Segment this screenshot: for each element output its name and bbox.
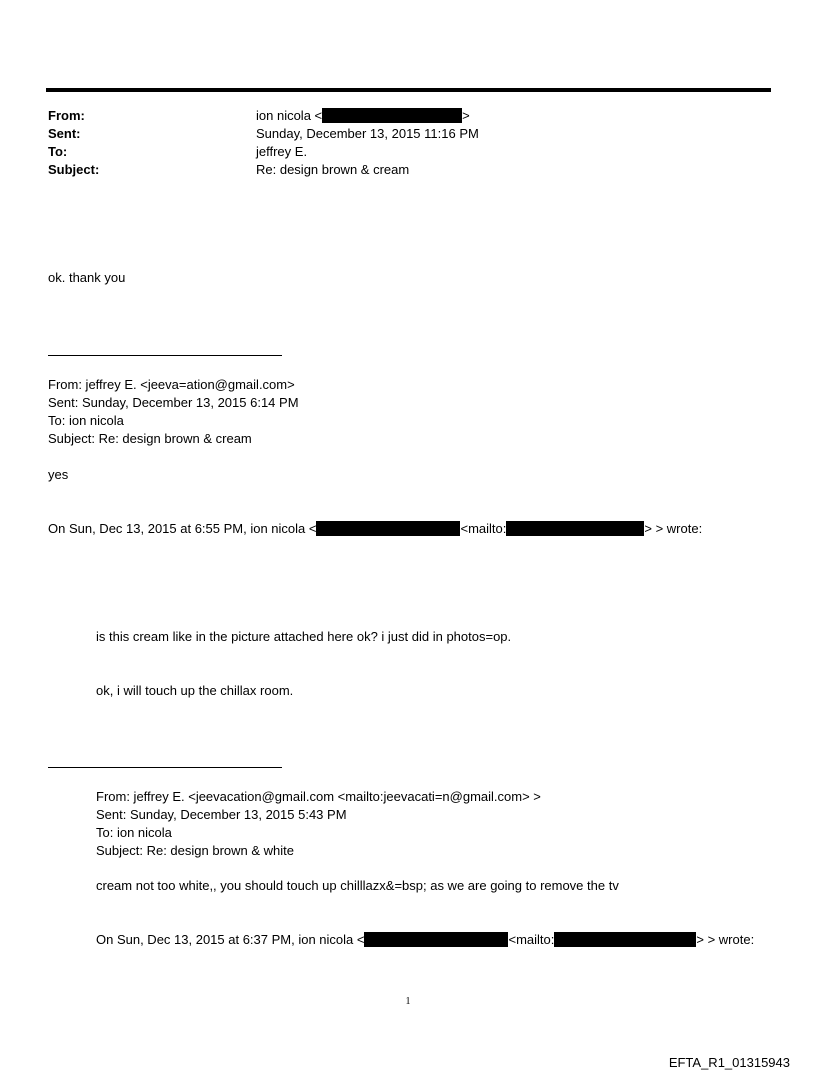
bates-number: EFTA_R1_01315943 [668,1055,790,1070]
quote-separator [48,355,282,356]
quote2-line2: ok, i will touch up the chillax room. [96,683,294,698]
quote3-sent: Sent: Sunday, December 13, 2015 5:43 PM [96,807,347,822]
subject-value: Re: design brown & cream [256,162,410,177]
quote2-line1: is this cream like in the picture attached here ok? i just did in photos=op. [96,629,512,644]
quote3-subject: Subject: Re: design brown & white [96,843,294,858]
quote-separator [48,767,282,768]
to-value: jeffrey E. [256,144,308,159]
quote1-wrote-line [48,520,702,538]
quote1-subject: Subject: Re: design brown & cream [48,431,252,446]
from-close: > [462,108,470,123]
quote3-body: cream not too white,, you should touch up chilllazx&=bsp; as we are going to remove the tv [96,878,619,893]
redaction-box [316,521,460,536]
header-top-rule [46,88,771,92]
quote1-sent: Sent: Sunday, December 13, 2015 6:14 PM [48,395,299,410]
mailto-label: <mailto: [508,932,555,947]
sent-value: Sunday, December 13, 2015 11:16 PM [256,126,479,141]
quote1-body: yes [48,467,69,482]
quote1-to: To: ion nicola [48,413,124,428]
quote3-to: To: ion nicola [96,825,172,840]
from-name: ion nicola < [256,108,323,123]
redaction-box [364,932,508,947]
reply-text: ok. thank you [48,270,126,285]
redaction-box [554,932,696,947]
mailto-label: <mailto: [460,521,507,536]
wrote-prefix: On Sun, Dec 13, 2015 at 6:55 PM, ion nicola < [48,521,317,536]
quote3-wrote-line [96,931,754,949]
quote3-from: From: jeffrey E. <jeevacation@gmail.com <mailto:jeevacati=n@gmail.com> > [96,789,541,804]
wrote-suffix: > > wrote: [696,932,755,947]
to-label: To: [48,144,68,159]
quote1-from: From: jeffrey E. <jeeva=ation@gmail.com> [48,377,295,392]
sent-label: Sent: [48,126,81,141]
wrote-prefix: On Sun, Dec 13, 2015 at 6:37 PM, ion nicola < [96,932,365,947]
from-value [256,107,470,125]
page-number: 1 [405,996,411,1007]
wrote-suffix: > > wrote: [644,521,703,536]
subject-label: Subject: [48,162,100,177]
redaction-box [322,108,462,123]
redaction-box [506,521,644,536]
from-label: From: [48,108,85,123]
